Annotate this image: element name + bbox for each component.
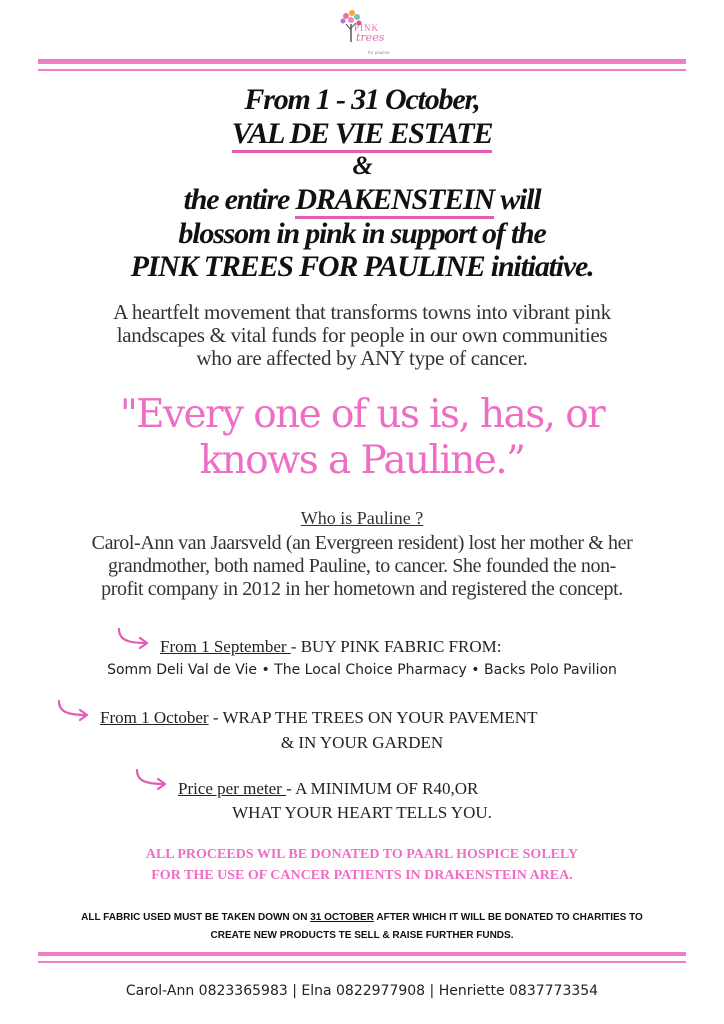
- headline-blossom: blossom in pink in support of the: [178, 217, 546, 250]
- quote-line: "Every one of us is, has, or: [119, 392, 605, 437]
- step-price-text: - A MINIMUM OF R40,OR: [286, 779, 479, 798]
- step-wrap-trees-label: From 1 October: [100, 708, 209, 727]
- fabric-notice: [0, 909, 724, 945]
- headline-estate-text: VAL DE VIE ESTATE: [232, 117, 493, 153]
- pink-trees-logo: [332, 6, 394, 58]
- headline-drakenstein: [0, 183, 724, 217]
- quote-line: knows a Pauline.”: [199, 438, 525, 483]
- who-body-line: profit company in 2012 in her hometown and registered the concept.: [101, 578, 623, 600]
- curved-arrow-icon: [116, 627, 152, 649]
- logo-subtitle: for pauline: [368, 50, 390, 55]
- logo-script: trees: [356, 31, 385, 44]
- who-body-line: grandmother, both named Pauline, to cancer. She founded the non-: [108, 555, 616, 577]
- proceeds-line: FOR THE USE OF CANCER PATIENTS IN DRAKENSTEIN AREA.: [151, 868, 573, 883]
- curved-arrow-icon: [134, 768, 170, 790]
- proceeds-statement: [0, 844, 724, 886]
- who-body-line: Carol-Ann van Jaarsveld (an Evergreen resident) lost her mother & her: [91, 532, 633, 554]
- notice-line: [0, 909, 724, 927]
- headline-drakenstein-pre: the entire: [183, 183, 296, 216]
- curved-arrow-icon: [56, 699, 92, 721]
- step-price-sub: WHAT YOUR HEART TELLS YOU.: [232, 803, 492, 822]
- notice-pre: ALL FABRIC USED MUST BE TAKEN DOWN ON: [81, 912, 311, 923]
- intro-paragraph: [0, 301, 724, 370]
- pauline-quote: [0, 392, 724, 484]
- step-buy-fabric-label: From 1 September: [160, 637, 291, 656]
- intro-line: who are affected by ANY type of cancer.: [196, 346, 528, 370]
- step-wrap-trees-text: - WRAP THE TREES ON YOUR PAVEMENT: [208, 708, 538, 727]
- headline-estate: [0, 117, 724, 151]
- logo-name: PINK: [354, 23, 380, 33]
- step-buy-fabric: [160, 637, 501, 657]
- contact-numbers: Carol-Ann 0823365983 | Elna 0822977908 | Henriette 0837773354: [125, 983, 599, 999]
- step-buy-fabric-text: - BUY PINK FABRIC FROM:: [290, 637, 502, 656]
- headline-initiative: PINK TREES FOR PAULINE initiative.: [130, 250, 594, 283]
- proceeds-line: ALL PROCEEDS WIL BE DONATED TO PAARL HOSPICE SOLELY: [145, 847, 579, 862]
- headline-drakenstein-post: will: [493, 183, 541, 216]
- step-price-label: Price per meter: [178, 779, 287, 798]
- step-price: [178, 779, 478, 799]
- top-divider-thin: [38, 69, 686, 71]
- intro-line: A heartfelt movement that transforms towns into vibrant pink: [113, 300, 611, 324]
- step-wrap-trees: [100, 708, 537, 728]
- bottom-divider: [38, 952, 686, 956]
- notice-line-2: CREATE NEW PRODUCTS TE SELL & RAISE FURTHER FUNDS.: [210, 930, 514, 941]
- headline-drakenstein-name: DRAKENSTEIN: [295, 183, 494, 219]
- headline-ampersand: &: [352, 151, 372, 180]
- bottom-divider-thin: [38, 961, 686, 963]
- headline-dates: From 1 - 31 October,: [244, 83, 480, 116]
- top-divider: [38, 59, 686, 64]
- fabric-stores: Somm Deli Val de Vie • The Local Choice Pharmacy • Backs Polo Pavilion: [107, 662, 617, 678]
- step-wrap-trees-sub: & IN YOUR GARDEN: [280, 733, 444, 752]
- who-is-pauline-heading: Who is Pauline ?: [300, 508, 424, 528]
- intro-line: landscapes & vital funds for people in our own communities: [116, 323, 608, 347]
- who-is-pauline-body: [0, 532, 724, 601]
- notice-date: 31 OCTOBER: [310, 912, 374, 923]
- notice-post: AFTER WHICH IT WILL BE DONATED TO CHARITIES TO: [373, 912, 643, 923]
